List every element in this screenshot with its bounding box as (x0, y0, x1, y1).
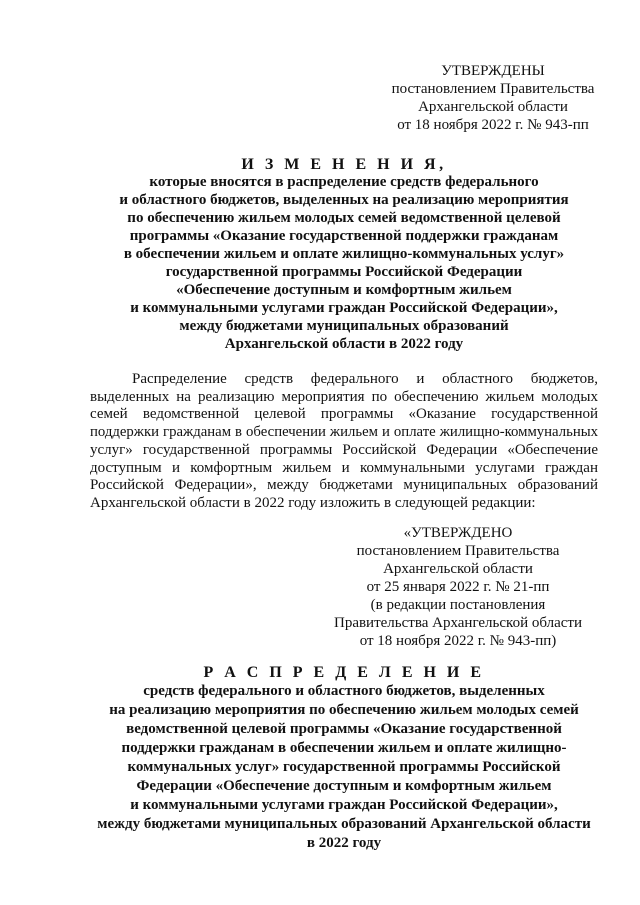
changes-title-line: и коммунальными услугами граждан Российской Федерации», (130, 300, 558, 316)
paragraph-line: Российской Федерации», между бюджетами муниципальных образований (90, 477, 598, 494)
changes-title-line: в обеспечении жильем и оплате жилищно-коммунальных услуг» (123, 246, 565, 262)
changes-title-line: по обеспечению жильем молодых семей ведомственной целевой (127, 210, 561, 226)
changes-heading: И З М Е Н Е Н И Я, (241, 156, 447, 173)
distribution-title-line: и коммунальными услугами граждан Российской Федерации», (130, 797, 558, 813)
stamp-inner-line: от 25 января 2022 г. № 21-пп (366, 579, 550, 595)
changes-title-line: государственной программы Российской Федерации (165, 264, 523, 280)
distribution-title-line: ведомственной целевой программы «Оказание государственной (126, 721, 562, 737)
changes-title-line: которые вносятся в распределение средств федерального (149, 174, 539, 190)
stamp-inner-line: от 18 ноября 2022 г. № 943-пп) (359, 633, 557, 649)
stamp-top-line: от 18 ноября 2022 г. № 943-пп (397, 117, 589, 133)
changes-title-line: между бюджетами муниципальных образований (179, 318, 509, 334)
paragraph-line: доступным и комфортным жильем и коммунальными услугами граждан (90, 459, 598, 476)
distribution-title-line: коммунальных услуг» государственной программы Российской (127, 759, 561, 775)
body-paragraph (90, 371, 598, 513)
stamp-inner-line: Правительства Архангельской области (333, 615, 582, 631)
distribution-title-line: на реализацию мероприятия по обеспечению жильем молодых семей (109, 702, 579, 718)
stamp-top-line: Архангельской области (418, 99, 568, 115)
distribution-title-line: между бюджетами муниципальных образований Архангельской области (97, 816, 591, 832)
paragraph-line: выделенных на реализацию мероприятия по обеспечению жильем молодых (90, 388, 598, 405)
paragraph-line: Архангельской области в 2022 году изложить в следующей редакции: (90, 494, 536, 511)
stamp-top-line: постановлением Правительства (391, 81, 595, 97)
changes-title-line: программы «Оказание государственной поддержки гражданам (129, 228, 559, 244)
changes-title-line: «Обеспечение доступным и комфортным жильем (176, 282, 512, 298)
distribution-title-line: поддержки гражданам в обеспечении жильем и оплате жилищно- (121, 740, 567, 756)
stamp-inner-line: (в редакции постановления (370, 597, 546, 613)
distribution-heading: Р А С П Р Е Д Е Л Е Н И Е (203, 664, 485, 681)
changes-title-line: Архангельской области в 2022 году (224, 336, 464, 352)
stamp-inner-line: постановлением Правительства (356, 543, 560, 559)
stamp-inner-line: Архангельской области (383, 561, 533, 577)
paragraph-line: семей ведомственной целевой программы «Оказание государственной (90, 406, 598, 423)
stamp-top-line: УТВЕРЖДЕНЫ (441, 63, 545, 79)
paragraph-line: услуг» государственной программы Российской Федерации «Обеспечение (90, 441, 598, 458)
stamp-inner-line: «УТВЕРЖДЕНО (403, 525, 513, 541)
distribution-title-line: Федерации «Обеспечение доступным и комфортным жильем (136, 778, 552, 794)
distribution-title-line: средств федерального и областного бюджетов, выделенных (143, 683, 545, 699)
paragraph-line: поддержки гражданам в обеспечении жильем и оплате жилищно-коммунальных (90, 424, 598, 441)
distribution-title-line: в 2022 году (306, 835, 382, 851)
changes-title-line: и областного бюджетов, выделенных на реализацию мероприятия (119, 192, 569, 208)
paragraph-line: Распределение средств федерального и областного бюджетов, (132, 371, 598, 387)
